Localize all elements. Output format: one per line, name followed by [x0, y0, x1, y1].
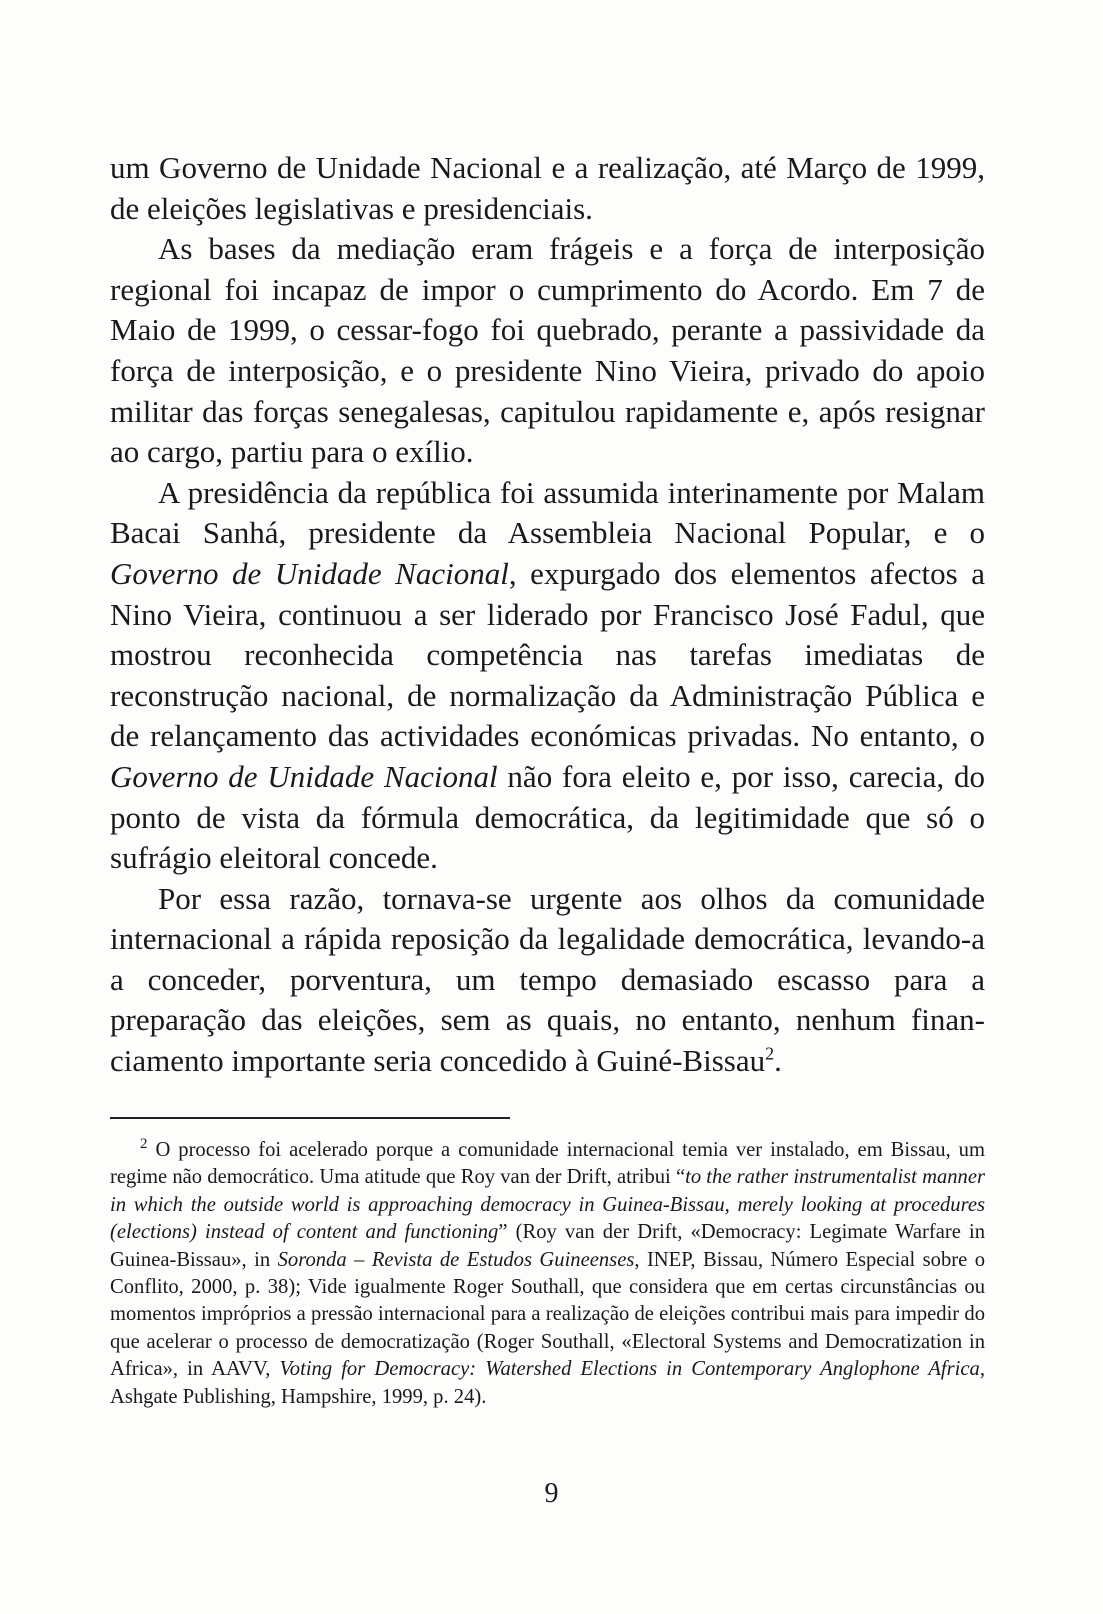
footnote-text-c: ” (Roy van der Drift, «Democracy: Legimate Warfare in Guinea-Bissau», in	[110, 1221, 985, 1271]
footnotes	[110, 1137, 985, 1411]
footnote-2	[110, 1137, 985, 1411]
footnote-divider	[110, 1117, 510, 1119]
paragraph-3-italic-1: Governo de Unidade Nacional	[110, 555, 509, 591]
paragraph-4	[110, 879, 985, 1082]
paragraph-4-text-b: .	[774, 1043, 782, 1079]
footnote-book-title: Voting for Democracy: Watershed Elections in Contemporary Anglophone Africa	[279, 1358, 980, 1381]
paragraph-3-text-a: A presidência da república foi assumida interinamente por Malam Bacai Sanhá, presidente da Assembleia Nacional Popular, e o	[110, 474, 985, 551]
main-text	[110, 148, 985, 1082]
paragraph-1: um Governo de Unidade Nacional e a realização, até Março de 1999, de eleições legislativas e presidenciais.	[110, 150, 985, 226]
footnote-journal-title: Soronda – Revista de Estudos Guineenses	[277, 1248, 635, 1271]
page-number: 9	[544, 1478, 559, 1509]
footnote-text-e: , INEP, Bissau, Número Especial sobre o Conflito, 2000, p. 38); Vide igualmente Roger Southall, que considera que em certas circunstâncias ou momentos impróprios a pressão internacional para a realização de eleições contribui mais para impedir do que acelerar o processo de democratização (Roger Southall, «Electoral Systems and Democratization in Africa», in AAVV,	[110, 1248, 985, 1381]
footnote-reference[interactable]: 2	[765, 1043, 775, 1064]
footnote-number: 2	[140, 1136, 148, 1153]
footnote-quote: to the rather instrumentalist manner in which the outside world is approaching democracy in Guinea-Bissau, merely looking at procedures (elections) instead of content and functioning	[110, 1166, 985, 1244]
footnote-text-g: , Ashgate Publishing, Hampshire, 1999, p. 24).	[110, 1358, 985, 1408]
paragraph-3-italic-2: Governo de Unidade Nacional	[110, 758, 498, 794]
footnote-text-a: O processo foi acelerado porque a comunidade internacional temia ver instalado, em Bissau, um regime não democrático. Uma atitude que Roy van der Drift, atribui “	[110, 1139, 985, 1189]
paragraph-4-text-a: Por essa razão, tornava-se urgente aos olhos da comunidade internacional a rápida reposição da legalidade democrática, levando-a a conceder, porventura, um tempo demasiado escasso para a preparação das eleições, sem as quais, no entanto, nenhum financiamento importante seria concedido à Guiné-Bissau	[110, 880, 985, 1079]
paragraph-3-text-c: , expurgado dos elementos afectos a Nino Vieira, continuou a ser liderado por Francisco José Fadul, que mostrou reconhecida competência nas tarefas imediatas de reconstrução nacional, de normalização da Administração Pública e de relançamento das actividades económicas privadas. No entanto, o	[110, 555, 985, 754]
paragraph-2: As bases da mediação eram frágeis e a força de interposição regional foi incapaz de impor o cumprimento do Acordo. Em 7 de Maio de 1999, o cessar-fogo foi quebrado, perante a passividade da força de interposição, e o presidente Nino Vieira, privado do apoio militar das forças senegalesas, capitulou rapidamente e, após resignar ao cargo, partiu para o exílio.	[110, 231, 985, 470]
paragraph-3-text-e: não fora eleito e, por isso, carecia, do ponto de vista da fórmula democrática, da legitimidade que só o sufrágio eleitoral concede.	[110, 758, 985, 876]
paragraph-3	[110, 473, 985, 879]
